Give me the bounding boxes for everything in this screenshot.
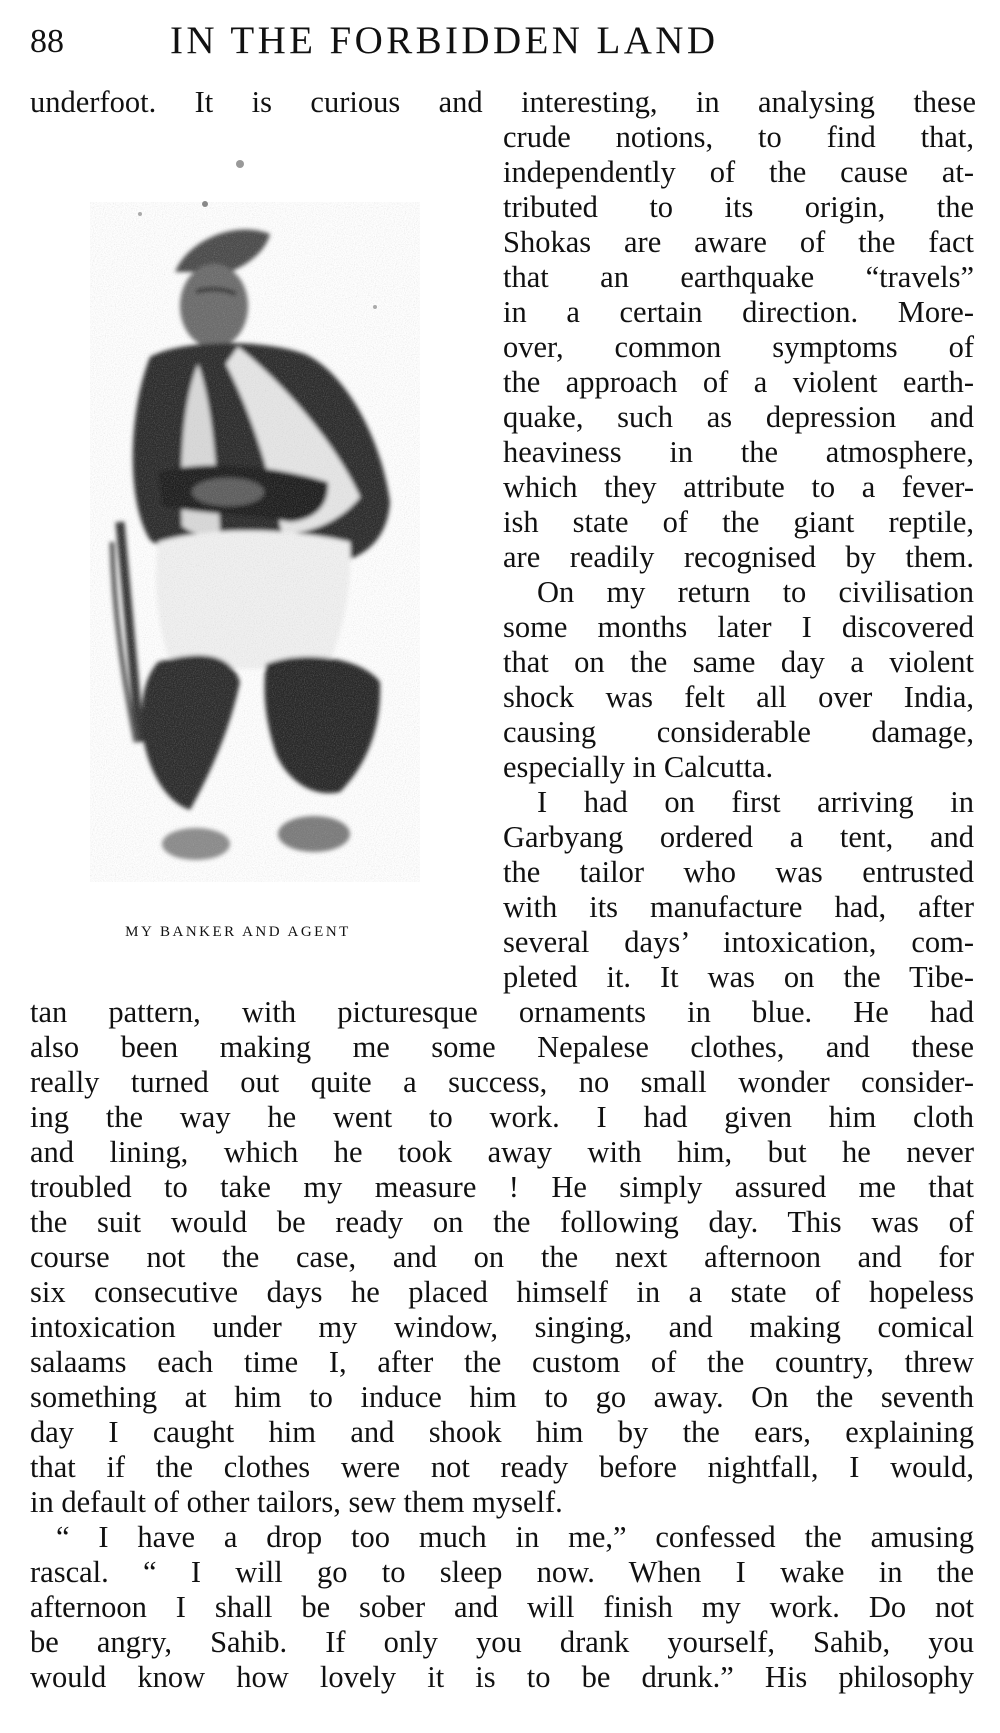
text-line: be angry, Sahib. If only you drank yourself, Sahib, you — [30, 1625, 974, 1659]
text-line: underfoot. It is curious and interesting, in analysing these — [30, 85, 976, 119]
text-line: over, common symptoms of — [503, 330, 974, 364]
text-line: with its manufacture had, after — [503, 890, 974, 924]
text-line: in a certain direction. More- — [503, 295, 974, 329]
text-line: that on the same day a violent — [503, 645, 974, 679]
text-line: day I caught him and shook him by the ears, explaining — [30, 1415, 974, 1449]
text-line: I had on first arriving in — [537, 785, 974, 819]
text-line: also been making me some Nepalese clothes, and these — [30, 1030, 974, 1064]
portrait-photograph — [30, 142, 460, 897]
text-line: that an earthquake “travels” — [503, 260, 974, 294]
text-line: tan pattern, with picturesque ornaments in blue. He had — [30, 995, 974, 1029]
text-line: shock was felt all over India, — [503, 680, 974, 714]
text-line: and lining, which he took away with him, but he never — [30, 1135, 974, 1169]
text-line: several days’ intoxication, com- — [503, 925, 974, 959]
text-line: causing considerable damage, — [503, 715, 974, 749]
text-line: pleted it. It was on the Tibe- — [503, 960, 974, 994]
text-line: tributed to its origin, the — [503, 190, 974, 224]
text-line: troubled to take my measure ! He simply assured me that — [30, 1170, 974, 1204]
text-line: intoxication under my window, singing, and making comical — [30, 1310, 974, 1344]
text-line: some months later I discovered — [503, 610, 974, 644]
text-line: heaviness in the atmosphere, — [503, 435, 974, 469]
text-line: quake, such as depression and — [503, 400, 974, 434]
text-line: ish state of the giant reptile, — [503, 505, 974, 539]
running-title: IN THE FORBIDDEN LAND — [170, 19, 719, 62]
text-line: On my return to civilisation — [537, 575, 974, 609]
text-line: something at him to induce him to go away. On the seventh — [30, 1380, 974, 1414]
text-line: ing the way he went to work. I had given him cloth — [30, 1100, 974, 1134]
text-line: especially in Calcutta. — [503, 750, 774, 784]
text-line: crude notions, to find that, — [503, 120, 974, 154]
text-line: course not the case, and on the next afternoon and for — [30, 1240, 974, 1274]
text-line: in default of other tailors, sew them myself. — [30, 1485, 563, 1519]
text-line: “ I have a drop too much in me,” confessed the amusing — [56, 1520, 974, 1554]
page-number: 88 — [30, 23, 64, 60]
text-line: would know how lovely it is to be drunk.” His philosophy — [30, 1660, 974, 1694]
text-line: six consecutive days he placed himself in a state of hopeless — [30, 1275, 974, 1309]
text-line: salaams each time I, after the custom of the country, threw — [30, 1345, 974, 1379]
text-line: afternoon I shall be sober and will finish my work. Do not — [30, 1590, 974, 1624]
text-line: independently of the cause at- — [503, 155, 974, 189]
text-line: Shokas are aware of the fact — [503, 225, 974, 259]
text-line: are readily recognised by them. — [503, 540, 974, 574]
text-line: the approach of a violent earth- — [503, 365, 974, 399]
text-line: that if the clothes were not ready before nightfall, I would, — [30, 1450, 974, 1484]
text-line: rascal. “ I will go to sleep now. When I wake in the — [30, 1555, 974, 1589]
figure-caption: MY BANKER AND AGENT — [125, 924, 351, 940]
text-line: the suit would be ready on the following day. This was of — [30, 1205, 974, 1239]
text-line: Garbyang ordered a tent, and — [503, 820, 974, 854]
text-line: the tailor who was entrusted — [503, 855, 974, 889]
text-line: which they attribute to a fever- — [503, 470, 974, 504]
text-line: really turned out quite a success, no small wonder consider- — [30, 1065, 974, 1099]
